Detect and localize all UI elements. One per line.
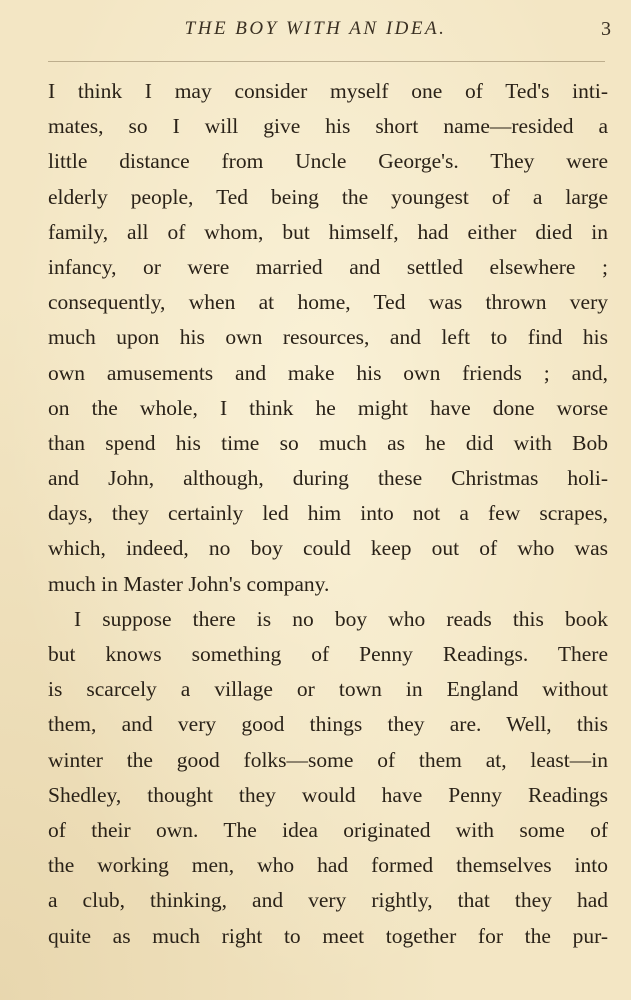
text-line: a club, thinking, and very rightly, that they had bbox=[48, 888, 608, 913]
header-rule bbox=[48, 61, 605, 62]
text-line: much upon his own resources, and left to find his bbox=[48, 325, 608, 350]
text-line: the working men, who had formed themselves into bbox=[48, 853, 608, 878]
text-line: Shedley, thought they would have Penny Readings bbox=[48, 782, 608, 807]
text-line: quite as much right to meet together for the pur- bbox=[48, 923, 608, 948]
text-line: on the whole, I think he might have done worse bbox=[48, 395, 608, 420]
text-line: is scarcely a village or town in England without bbox=[48, 677, 608, 702]
text-line: elderly people, Ted being the youngest of a large bbox=[48, 184, 608, 209]
text-line: and John, although, during these Christmas holi- bbox=[48, 466, 608, 491]
page-number: 3 bbox=[601, 18, 611, 40]
text-line: days, they certainly led him into not a few scrapes, bbox=[48, 501, 608, 526]
running-head bbox=[0, 14, 631, 50]
text-line: consequently, when at home, Ted was thrown very bbox=[48, 290, 608, 315]
text-line: them, and very good things they are. Well, this bbox=[48, 712, 608, 737]
body-text bbox=[48, 74, 608, 954]
text-line: infancy, or were married and settled elsewhere ; bbox=[48, 254, 608, 279]
text-line: of their own. The idea originated with some of bbox=[48, 817, 608, 842]
text-line: winter the good folks—some of them at, least—in bbox=[48, 747, 608, 772]
text-line: which, indeed, no boy could keep out of who was bbox=[48, 536, 608, 561]
text-line: but knows something of Penny Readings. There bbox=[48, 642, 608, 666]
running-head-title: THE BOY WITH AN IDEA. bbox=[184, 18, 447, 39]
text-line: family, all of whom, but himself, had either died in bbox=[48, 219, 608, 244]
text-line: little distance from Uncle George's. They were bbox=[48, 149, 608, 174]
text-line: own amusements and make his own friends ; and, bbox=[48, 360, 608, 385]
text-line-paragraph-end: much in Master John's company. bbox=[48, 571, 330, 596]
text-line: I think I may consider myself one of Ted's inti- bbox=[48, 79, 608, 103]
text-line: than spend his time so much as he did with Bob bbox=[48, 430, 608, 455]
text-line: mates, so I will give his short name—resided a bbox=[48, 114, 608, 139]
text-line-paragraph-start: I suppose there is no boy who reads this book bbox=[74, 606, 608, 631]
